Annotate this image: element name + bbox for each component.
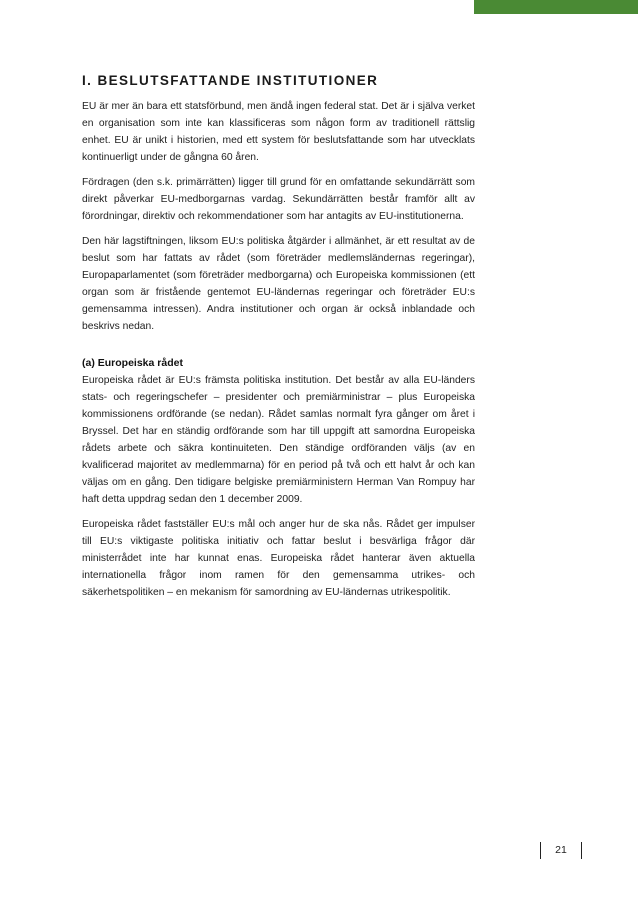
intro-paragraph-3: Den här lagstiftningen, liksom EU:s politiska åtgärder i allmänhet, är ett resultat av de beslut som har fattats av rådet (som företräder medlemsländernas regeringar), Europaparlamentet (som företräder medborgarna) och Europeiska kommissionen (ett organ som är fristående gentemot EU-ländernas regeringar och företräder EU:s gemensamma intressen). Andra institutioner och organ är också inblandade och beskrivs nedan. bbox=[82, 236, 475, 332]
subsection-heading: (a) Europeiska rådet bbox=[82, 357, 183, 369]
corner-accent-bar bbox=[474, 0, 638, 14]
council-paragraph-1: Europeiska rådet är EU:s främsta politiska institution. Det består av alla EU-länders stats- och regeringschefer – presidenter och premiärministrar – plus Europeiska kommissionens ordförande (se nedan). Rådet samlas normalt fyra gånger om året i Bryssel. Det har en ständig ordförande som har till uppgift att samordna Europeiska rådets arbete och säkra kontinuiteten. Den ständige ordföranden väljs (av en kvalificerad majoritet av medlemmarna) för en period på två och ett halvt år och kan väljas om en gång. Den tidigare belgiske premiärministern Herman Van Rompuy har haft detta uppdrag sedan den 1 december 2009. bbox=[82, 375, 475, 505]
page-content bbox=[82, 72, 475, 609]
intro-paragraph-1: EU är mer än bara ett statsförbund, men ändå ingen federal stat. Det är i själva verket en organisation som inte kan klassificeras som någon form av traditionell rättslig enhet. EU är unikt i historien, med ett system för beslutsfattande som har utvecklats kontinuerligt under de gångna 60 åren. bbox=[82, 101, 475, 163]
section-heading: I. BESLUTSFATTANDE INSTITUTIONER bbox=[82, 73, 379, 88]
council-paragraph-2: Europeiska rådet fastställer EU:s mål och anger hur de ska nås. Rådet ger impulser till EU:s viktigaste politiska initiativ och fattar beslut i besvärliga frågor där ministerrådet inte har kunnat enas. Europeiska rådet hanterar även aktuella internationella frågor inom ramen för den gemensamma utrikes- och säkerhetspolitiken – en mekanism för samordning av EU-ländernas utrikespolitik. bbox=[82, 519, 475, 598]
page-number: 21 bbox=[540, 842, 582, 859]
intro-paragraph-2: Fördragen (den s.k. primärrätten) ligger till grund för en omfattande sekundärrätt som direkt påverkar EU-medborgarnas vardag. Sekundärrätten består framför allt av förordningar, direktiv och rekommendationer som har antagits av EU-institutionerna. bbox=[82, 177, 475, 222]
